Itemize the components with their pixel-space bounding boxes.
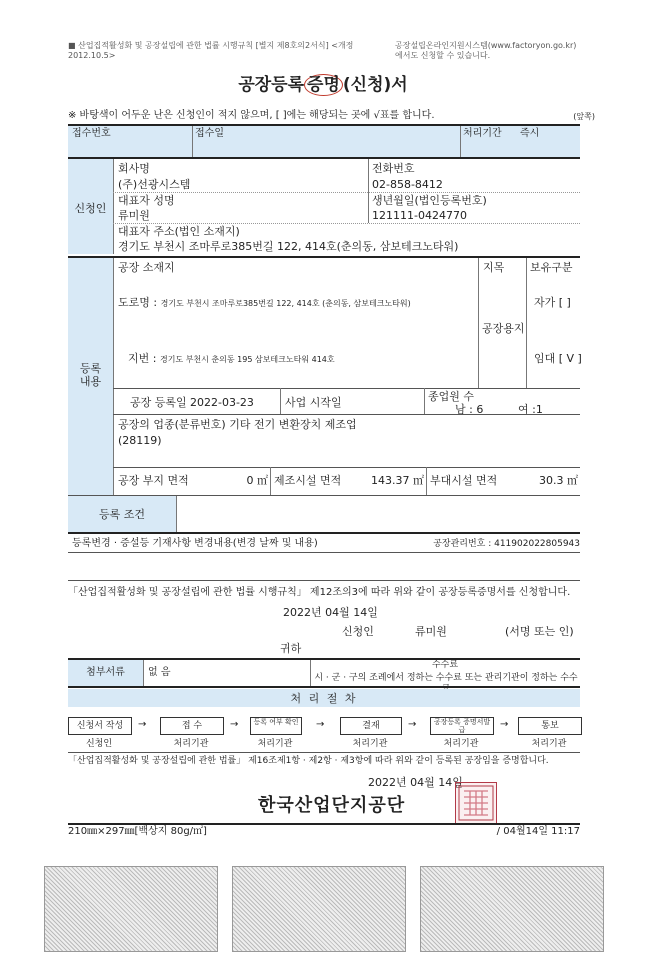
location-label: 공장 소재지 bbox=[118, 261, 175, 274]
divider bbox=[280, 388, 281, 414]
process-step-label: 통보 bbox=[541, 721, 559, 731]
law-reference-line: ■ 산업집적활성화 및 공장설립에 관한 법률 시행규칙 [별지 제8호의2서식] <개정 bbox=[68, 41, 354, 50]
employees-label: 종업원 수 bbox=[428, 390, 475, 403]
issue-time: / 04월14일 11:17 bbox=[496, 826, 580, 837]
process-actor: 처리기관 bbox=[531, 739, 567, 749]
addressee: 귀하 bbox=[280, 642, 302, 655]
zone-label: 지목 bbox=[483, 261, 505, 274]
ownership-own: 자가 [ ] bbox=[534, 296, 571, 309]
divider bbox=[192, 126, 193, 157]
birth-label: 생년월일(법인등록번호) bbox=[372, 194, 487, 207]
aux-area-label: 부대시설 면적 bbox=[430, 474, 498, 487]
start-date-label: 사업 시작일 bbox=[285, 396, 342, 409]
company-value: (주)선광시스템 bbox=[118, 178, 191, 191]
row-border bbox=[68, 580, 580, 581]
process-actor: 신청인 bbox=[85, 739, 113, 749]
registration-section-label bbox=[68, 362, 113, 388]
divider bbox=[113, 258, 114, 495]
process-actor: 처리기관 bbox=[257, 739, 293, 749]
paper-spec: 210㎜×297㎜[백상지 80g/㎡] bbox=[68, 826, 207, 837]
arrow-icon: → bbox=[138, 719, 147, 730]
document-title bbox=[0, 74, 646, 96]
arrow-icon: → bbox=[316, 719, 325, 730]
industry bbox=[118, 418, 357, 431]
process-step-2 bbox=[160, 717, 224, 735]
aux-area-value: 30.3 ㎡ bbox=[539, 474, 578, 487]
management-number: 공장관리번호 : 411902022805943 bbox=[433, 539, 580, 549]
receipt-no-label: 접수번호 bbox=[72, 128, 111, 139]
industry-label: 공장의 업종(분류번호) bbox=[118, 418, 226, 431]
online-notice bbox=[395, 41, 595, 61]
title-part2: (신청)서 bbox=[342, 75, 408, 95]
representative-value: 류미원 bbox=[118, 209, 150, 222]
row-border bbox=[113, 467, 580, 468]
security-pattern bbox=[420, 866, 604, 952]
fee-label: 수수료 bbox=[431, 660, 459, 670]
lot-address bbox=[128, 352, 335, 365]
process-step-3 bbox=[250, 717, 302, 735]
row-border bbox=[113, 192, 580, 193]
law-reference-date: 2012.10.5> bbox=[68, 51, 116, 60]
table-bottom-border bbox=[68, 823, 580, 825]
registration-label-line2: 내용 bbox=[79, 375, 102, 388]
row-border bbox=[113, 388, 580, 389]
fee-value: 시 · 군 · 구의 조례에서 정하는 수수료 또는 관리기관이 정하는 수수 bbox=[314, 673, 578, 683]
employees-male: 남 : 6 bbox=[455, 403, 484, 416]
reg-date-value: 2022-03-23 bbox=[190, 396, 254, 409]
arrow-icon: → bbox=[230, 719, 239, 730]
mfg-area-label: 제조시설 면적 bbox=[274, 474, 342, 487]
condition-label: 등록 조건 bbox=[98, 508, 145, 521]
divider bbox=[113, 159, 114, 254]
process-actor: 처리기관 bbox=[173, 739, 209, 749]
road-value: 경기도 부천시 조마루로385번길 122, 414호 (춘의동, 삼보테크노타워) bbox=[160, 299, 411, 308]
industry-value: 기타 전기 변환장치 제조업 bbox=[229, 418, 357, 431]
application-date: 2022년 04월 14일 bbox=[283, 606, 378, 619]
row-border bbox=[68, 686, 580, 688]
attachments-value: 없 음 bbox=[148, 667, 171, 678]
process-step-label: 신청서 작성 bbox=[76, 721, 124, 731]
process-step-6 bbox=[518, 717, 582, 735]
reg-date-label: 공장 등록일 bbox=[130, 396, 187, 409]
lot-value: 경기도 부천시 춘의동 195 삼보테크노타워 414호 bbox=[159, 355, 335, 364]
change-label: 등록변경 · 증설등 기재사항 변경내용(변경 날짜 및 내용) bbox=[72, 538, 318, 549]
phone-value: 02-858-8412 bbox=[372, 178, 443, 191]
address-label: 대표자 주소(법인 소재지) bbox=[118, 225, 240, 238]
row-border bbox=[68, 552, 580, 553]
process-actor: 처리기관 bbox=[443, 739, 479, 749]
process-step-4 bbox=[340, 717, 402, 735]
birth-value: 121111-0424770 bbox=[372, 209, 467, 222]
company-label: 회사명 bbox=[118, 162, 150, 175]
row-border bbox=[68, 532, 580, 534]
application-statement: 「산업집적활성화 및 공장설립에 관한 법률 시행규칙」 제12조의3에 따라 위와 같이 공장등록증명서를 신청합니다. bbox=[68, 587, 571, 598]
page-side: (앞쪽) bbox=[573, 112, 595, 121]
mfg-area-value: 143.37 ㎡ bbox=[371, 474, 424, 487]
employees-female: 여 :1 bbox=[518, 403, 543, 416]
ownership-lease: 임대 [ V ] bbox=[534, 352, 582, 365]
title-circled: 증명 bbox=[304, 74, 343, 96]
divider bbox=[460, 126, 461, 157]
process-step-1 bbox=[68, 717, 132, 735]
industry-code: (28119) bbox=[118, 434, 162, 447]
seal-pattern-icon bbox=[456, 783, 496, 823]
applicant-sign-name: 류미원 bbox=[415, 625, 447, 638]
process-step-label: 결재 bbox=[362, 721, 380, 731]
row-border bbox=[113, 414, 580, 415]
receipt-row bbox=[68, 126, 580, 157]
divider bbox=[368, 159, 369, 223]
road-label: 도로명 : bbox=[118, 296, 158, 309]
zone-value: 공장용지 bbox=[482, 322, 525, 335]
row-border bbox=[68, 256, 580, 258]
title-part1: 공장등록 bbox=[238, 75, 305, 95]
process-step-label: 등록 여부 확인 bbox=[253, 718, 299, 726]
certification-date: 2022년 04월 14일 bbox=[368, 776, 463, 789]
divider bbox=[424, 388, 425, 414]
divider bbox=[270, 467, 271, 495]
divider bbox=[526, 258, 527, 388]
applicant-section-label: 신청인 bbox=[74, 202, 107, 215]
divider bbox=[478, 258, 479, 388]
applicant-sign-label: 신청인 bbox=[342, 625, 374, 638]
processing-period-value: 즉시 bbox=[520, 128, 540, 139]
process-step-5 bbox=[430, 717, 494, 735]
security-pattern bbox=[44, 866, 218, 952]
attachments-label: 첨부서류 bbox=[86, 667, 125, 678]
arrow-icon: → bbox=[500, 719, 509, 730]
row-border bbox=[68, 157, 580, 159]
processing-period-label: 처리기간 bbox=[463, 128, 502, 139]
process-title: 처 리 절 차 bbox=[290, 692, 358, 705]
online-notice-line1: 공장설립온라인지원시스템(www.factoryon.go.kr) bbox=[395, 41, 577, 50]
divider bbox=[143, 660, 144, 686]
registration-label-line1: 등록 bbox=[79, 362, 102, 375]
lot-label: 지번 : bbox=[128, 352, 157, 365]
law-reference bbox=[68, 41, 398, 61]
receipt-date-label: 접수일 bbox=[195, 128, 224, 139]
row-border bbox=[113, 223, 580, 224]
site-area-value: 0 ㎡ bbox=[246, 474, 268, 487]
divider bbox=[176, 496, 177, 532]
representative-label: 대표자 성명 bbox=[118, 194, 175, 207]
site-area-label: 공장 부지 면적 bbox=[118, 474, 189, 487]
ownership-label: 보유구분 bbox=[530, 261, 573, 274]
divider bbox=[426, 467, 427, 495]
arrow-icon: → bbox=[408, 719, 417, 730]
address-value: 경기도 부천시 조마루로385번길 122, 414호(춘의동, 삼보테크노타워) bbox=[118, 240, 459, 253]
process-step-label: 공장등록 증명서발급 bbox=[433, 718, 491, 734]
official-seal bbox=[455, 782, 497, 824]
signature-hint: (서명 또는 인) bbox=[505, 625, 574, 638]
phone-label: 전화번호 bbox=[372, 162, 415, 175]
row-border bbox=[68, 752, 580, 753]
instruction-notice: ※ 바탕색이 어두운 난은 신청인이 적지 않으며, [ ]에는 해당되는 곳에 √표를 합니다. bbox=[68, 110, 435, 121]
certification-statement: 「산업집적활성화 및 공장설립에 관한 법률」 제16조제1항 · 제2항 · 제3항에 따라 위와 같이 등록된 공장임을 증명합니다. bbox=[68, 756, 549, 766]
security-pattern bbox=[232, 866, 406, 952]
road-address bbox=[118, 296, 411, 309]
online-notice-line2: 에서도 신청할 수 있습니다. bbox=[395, 51, 491, 60]
issuer-name: 한국산업단지공단 bbox=[258, 795, 406, 816]
process-actor: 처리기관 bbox=[352, 739, 388, 749]
process-step-label: 접 수 bbox=[181, 721, 203, 731]
